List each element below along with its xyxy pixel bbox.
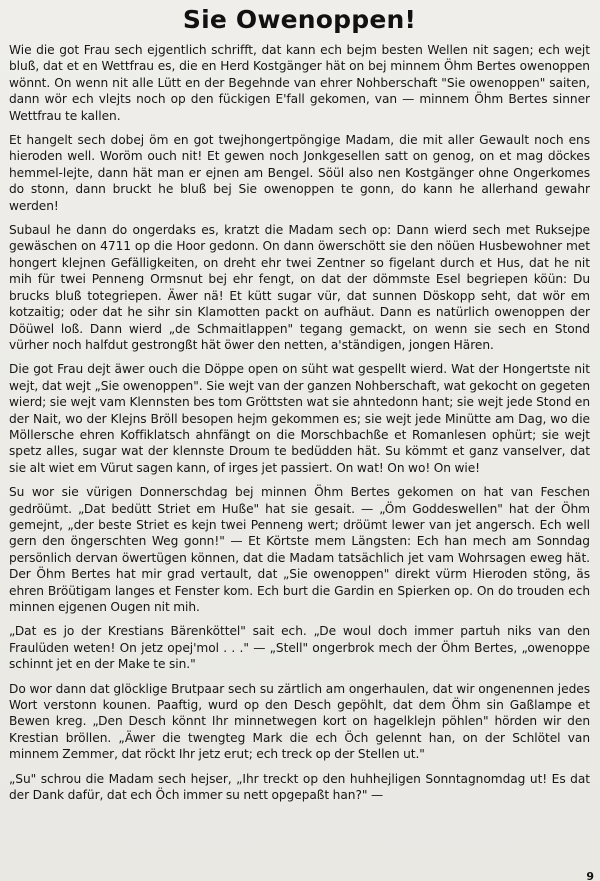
article-paragraph-5: Su wor sie vürigen Donnerschdag bej minnen Öhm Bertes gekomen on hat van Feschen gedröümt. „Dat bedütt Striet em Hußе" hat sie gesait. — „Öm Goddeswellen" hat der Öhm gemejnt, „der beste Striet es kejn twei Penneng wert; dröümt lewer van jet angersch. Ech well gern den öngerschten Weg gonn!" — Et Körtste mem Längsten: Ech han mech am Sonndag persönlich dervan öwertügen können, dat die Madam tatsächlich jet vam Wohrsagen eweg hät. Der Öhm Bertes hat mir grad vertault, dat „Sie owenoppen" direkt vürm Hieroden stöng, äs ehren Bröütigam langes et Fenster kom. Ech burt die Gardin en Spierken op. On do trouden ech minnen ejgenen Ougen nit mih. xyxy=(9,485,590,614)
page-number: 9 xyxy=(586,870,594,881)
article-paragraph-6: „Dat es jo der Krestians Bärenköttel" sait ech. „De woul doch immer partuh niks van den Fraulüden weten! On jetz opej'mol . . ." — „Stell" ongerbrok mech der Öhm Bertes, „owenoppe schinnt jet en der Make te sin." xyxy=(9,624,590,672)
article-paragraph-8: „Su" schrou die Madam sech hejser, „Ihr treckt op den huhhejligen Sonntagnomdag ut! Es dat der Dank dafür, dat ech Öch immer su nett opgepaßt han?" — xyxy=(9,771,590,803)
article-paragraph-3: Subaul he dann do ongerdaks es, kratzt die Madam sech op: Dann wierd sech met Ruksejpe gewäschen on 4711 op die Hoor gedonn. On dann öwerschött sie den nöüen Husbewohner met hongert klejnen Gefälligkeiten, on dreht ehr twei Zentner so figelant durch et Hus, dat he nit mih für twei Penneng Ormsnut bej ehr fengt, on dat der dömmste Esel begriepen köün: Du brucks bluß totegriepen. Äwer nä! Et kütt sugar vür, dat sunnen Döskopp seht, dat wör em kotzaitig; oder dat he sihr sin Klamotten packt on aufhäut. Dann es natürlich owenoppen der Döüwel loß. Dann wierd „de Schmaitlappen" tegang gemackt, on wenn sie sech en Stond vürher noch halfdut gestrongßt hät öwer den netten, a'ständigen, jongen Hären. xyxy=(9,223,590,352)
article-paragraph-4: Die got Frau dejt äwer ouch die Döppe open on süht wat gespellt wierd. Wat der Hongertste nit wejt, dat wejt „Sie owenoppen". Sie wejt van der ganzen Nohberschaft, wat gekocht on gegeten wierd; sie wejt vam Klennsten bes tom Gröttsten wat sie ahntedonn hant; sie wejt jede Stond en der Nait, wo der Klejns Bröll besopen hejm gekommen es; sie wejt jede Minütte am Dag, wo die Möllersche ehren Koffiklatsch ahnfängt on die Morschbachße et Romanlesen ophürt; sie wejt spetz alles, sugar wat der klennste Droum te bedüdden hät. Su kömmt et ganz vanselver, dat sie alt wiet em Vürut sagen kann, of irges jet passiert. On wat! On wo! On wie! xyxy=(9,362,590,475)
article-paragraph-1: Wie die got Frau sech ejgentlich schrifft, dat kann ech bejm besten Wellen nit sagen; ech wejt bluß, dat et en Wettfrau es, die en Herd Kostgänger hät on bej minnem Öhm Bertes owenoppen wönnt. On wenn nit alle Lütt en der Begehnde van ehrer Nohberschaft "Sie owenoppen" saiten, dann wör ech vlejts noch op den fückigen E'fall gekomen, van — minnem Öhm Bertes sinner Wettfrau te kallen. xyxy=(9,43,590,123)
article-paragraph-7: Do wor dann dat glöcklige Brutpaar sech su zärtlich am ongerhaulen, dat wir ongenennen jedes Wort verstonn kounen. Paaftig, wurd op den Desch gepöhlt, dat dem Öhm sin Gaßlampe et Bewen kreg. „Den Desch könnt Ihr minnetwegen kort on hagelklejn pöhlen" hörden wir den Krestian bröllen. „Äwer die twengteg Mark die ech Öch gelennt han, on der Schlötel van minnem Zemmer, dat röckt Ihr jetz erut; ech treck op der Stellen ut." xyxy=(9,681,590,762)
article-paragraph-2: Et hangelt sech dobej öm en got twejhongertpöngige Madam, die mit aller Gewault noch ens hieroden well. Woröm ouch nit! Et gewen noch Jonkgesellen satt on genog, on et mag döckes hemmel-lejte, dann hät man er ejnen am Bengel. Söül also nen Kostgänger ohne Ongerkomes do stonn, dann bruckt he bluß bej Sie owenoppen te gonn, do kann he allerhand gewahr werden! xyxy=(9,133,590,213)
article-title: Sie Owenoppen! xyxy=(182,5,417,34)
